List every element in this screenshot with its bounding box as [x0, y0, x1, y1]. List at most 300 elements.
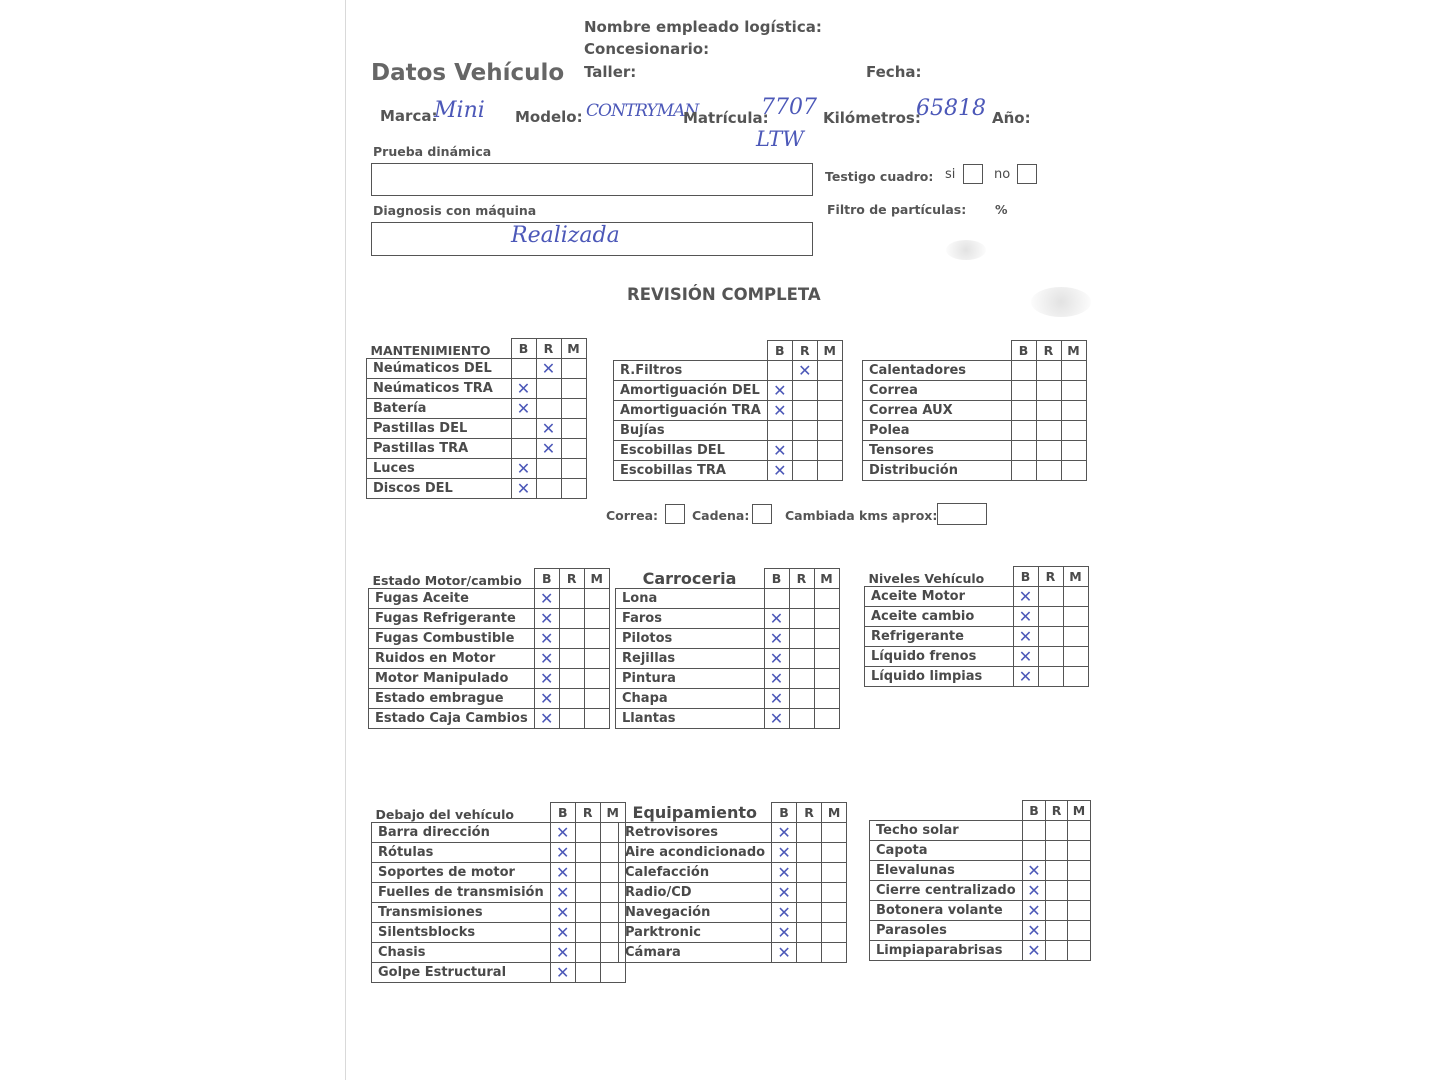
check-cell-m[interactable] [1067, 921, 1090, 941]
handwritten-x-mark: ✕ [556, 823, 570, 842]
handwritten-x-mark: ✕ [777, 843, 791, 862]
table-row [614, 361, 843, 381]
check-cell-b[interactable] [1011, 461, 1036, 481]
check-cell-b[interactable] [534, 649, 559, 669]
table-row [372, 823, 626, 843]
row-label: Navegación [619, 903, 772, 923]
dynamic-test-field[interactable] [371, 163, 813, 196]
handwritten-x-mark: ✕ [777, 923, 791, 942]
check-cell-b[interactable] [1022, 921, 1046, 941]
check-cell-m[interactable] [822, 863, 847, 883]
table-row [369, 589, 610, 609]
table-filtros [613, 340, 843, 481]
check-cell-r[interactable] [1046, 821, 1068, 841]
check-cell-r[interactable] [1046, 841, 1068, 861]
check-cell-b[interactable] [764, 609, 789, 629]
row-label: Barra dirección [372, 823, 551, 843]
correa-checkbox[interactable] [665, 504, 685, 524]
check-cell-r[interactable] [792, 461, 817, 481]
row-label: Chasis [372, 943, 551, 963]
check-cell-m[interactable] [584, 649, 609, 669]
check-cell-m[interactable] [584, 589, 609, 609]
brand-value: Mini [434, 98, 485, 123]
plate-value-2: LTW [756, 127, 804, 151]
check-cell-b[interactable] [1013, 607, 1038, 627]
handwritten-x-mark: ✕ [798, 361, 812, 380]
row-label: Faros [616, 609, 765, 629]
row-label: Neúmaticos TRA [367, 379, 512, 399]
check-cell-m[interactable] [1061, 461, 1086, 481]
check-cell-b[interactable] [1022, 881, 1046, 901]
table-title: Niveles Vehículo [868, 571, 985, 586]
check-cell-m[interactable] [1067, 901, 1090, 921]
handwritten-x-mark: ✕ [1027, 881, 1041, 900]
column-header-r: R [789, 569, 814, 589]
table-row [369, 709, 610, 729]
check-cell-b[interactable] [550, 843, 575, 863]
handwritten-x-mark: ✕ [773, 401, 787, 420]
check-cell-r[interactable] [1038, 627, 1063, 647]
check-cell-r[interactable] [575, 923, 600, 943]
table-title: Estado Motor/cambio [372, 573, 522, 588]
cadena-checkbox[interactable] [752, 504, 772, 524]
check-cell-m[interactable] [814, 669, 839, 689]
row-label: Pilotos [616, 629, 765, 649]
check-cell-r[interactable] [575, 823, 600, 843]
check-cell-m[interactable] [1067, 861, 1090, 881]
handwritten-x-mark: ✕ [773, 441, 787, 460]
table-row [614, 461, 843, 481]
column-header-b: B [767, 341, 792, 361]
check-cell-b[interactable] [772, 863, 797, 883]
check-cell-r[interactable] [536, 439, 561, 459]
handwritten-x-mark: ✕ [777, 823, 791, 842]
check-cell-r[interactable] [575, 903, 600, 923]
check-cell-b[interactable] [511, 459, 536, 479]
check-cell-m[interactable] [1067, 841, 1090, 861]
check-cell-r[interactable] [575, 963, 600, 983]
dealer-label: Concesionario: [584, 40, 710, 58]
check-cell-m[interactable] [817, 441, 842, 461]
check-cell-b[interactable] [1013, 647, 1038, 667]
check-cell-m[interactable] [1063, 627, 1088, 647]
kms-field[interactable] [937, 503, 987, 525]
check-cell-m[interactable] [1061, 401, 1086, 421]
check-cell-b[interactable] [772, 823, 797, 843]
column-header-m: M [822, 803, 847, 823]
handwritten-x-mark: ✕ [556, 923, 570, 942]
row-label: Fugas Aceite [369, 589, 535, 609]
check-cell-r[interactable] [797, 923, 822, 943]
check-cell-r[interactable] [1046, 921, 1068, 941]
check-cell-m[interactable] [1061, 421, 1086, 441]
check-cell-r[interactable] [797, 903, 822, 923]
table-header-row [616, 569, 840, 589]
check-cell-r[interactable] [536, 399, 561, 419]
check-cell-r[interactable] [536, 479, 561, 499]
row-label: Estado Caja Cambios [369, 709, 535, 729]
check-cell-r[interactable] [792, 401, 817, 421]
check-cell-b[interactable] [767, 441, 792, 461]
check-cell-b[interactable] [1011, 421, 1036, 441]
check-cell-r[interactable] [575, 943, 600, 963]
handwritten-x-mark: ✕ [541, 359, 556, 378]
row-label: Limpiaparabrisas [870, 941, 1023, 961]
check-cell-b[interactable] [550, 963, 575, 983]
check-cell-r[interactable] [789, 609, 814, 629]
table-row [870, 821, 1091, 841]
row-label: Tensores [863, 441, 1012, 461]
table-title: Equipamiento [632, 803, 758, 822]
row-label: Amortiguación DEL [614, 381, 768, 401]
check-cell-b[interactable] [772, 843, 797, 863]
check-cell-m[interactable] [561, 459, 586, 479]
check-cell-r[interactable] [1036, 361, 1061, 381]
check-cell-m[interactable] [561, 479, 586, 499]
check-cell-m[interactable] [814, 649, 839, 669]
check-cell-m[interactable] [584, 609, 609, 629]
table-row [614, 421, 843, 441]
check-cell-m[interactable] [584, 629, 609, 649]
check-cell-b[interactable] [1013, 587, 1038, 607]
check-cell-m[interactable] [584, 709, 609, 729]
handwritten-x-mark: ✕ [540, 629, 554, 648]
check-cell-r[interactable] [792, 361, 817, 381]
row-label: Escobillas TRA [614, 461, 768, 481]
check-cell-m[interactable] [822, 943, 847, 963]
check-cell-b[interactable] [772, 903, 797, 923]
check-cell-r[interactable] [559, 609, 584, 629]
table-row [619, 923, 847, 943]
check-cell-b[interactable] [764, 669, 789, 689]
table-row [870, 881, 1091, 901]
check-cell-r[interactable] [559, 709, 584, 729]
check-cell-b[interactable] [550, 943, 575, 963]
check-cell-b[interactable] [764, 689, 789, 709]
table-title: Carroceria [642, 569, 737, 588]
table-confort [869, 800, 1091, 961]
check-cell-r[interactable] [1046, 941, 1068, 961]
check-cell-b[interactable] [534, 629, 559, 649]
check-cell-m[interactable] [1063, 647, 1088, 667]
check-cell-m[interactable] [822, 843, 847, 863]
check-cell-b[interactable] [1022, 841, 1046, 861]
check-cell-r[interactable] [1038, 607, 1063, 627]
check-cell-b[interactable] [550, 823, 575, 843]
check-cell-r[interactable] [789, 669, 814, 689]
check-cell-r[interactable] [1036, 401, 1061, 421]
table-row [369, 609, 610, 629]
check-cell-b[interactable] [534, 609, 559, 629]
table-header-row [369, 569, 610, 589]
check-cell-b[interactable] [1022, 941, 1046, 961]
check-cell-r[interactable] [575, 863, 600, 883]
check-cell-r[interactable] [792, 441, 817, 461]
check-cell-r[interactable] [789, 629, 814, 649]
check-cell-m[interactable] [1063, 607, 1088, 627]
check-cell-r[interactable] [559, 669, 584, 689]
cadena-label: Cadena: [692, 508, 750, 523]
no-checkbox[interactable] [1017, 164, 1037, 184]
check-cell-b[interactable] [1022, 861, 1046, 881]
check-cell-r[interactable] [792, 381, 817, 401]
check-cell-b[interactable] [511, 359, 536, 379]
handwritten-x-mark: ✕ [777, 903, 791, 922]
check-cell-r[interactable] [575, 843, 600, 863]
check-cell-r[interactable] [789, 689, 814, 709]
check-cell-m[interactable] [561, 399, 586, 419]
check-cell-r[interactable] [1038, 647, 1063, 667]
check-cell-b[interactable] [550, 903, 575, 923]
table-row [372, 963, 626, 983]
column-header-m: M [1061, 341, 1086, 361]
diagnosis-label: Diagnosis con máquina [373, 203, 537, 218]
table-title [614, 341, 768, 361]
table-row [619, 903, 847, 923]
check-cell-m[interactable] [814, 629, 839, 649]
check-cell-b[interactable] [534, 669, 559, 689]
check-cell-m[interactable] [584, 669, 609, 689]
check-cell-r[interactable] [792, 421, 817, 441]
check-cell-b[interactable] [550, 923, 575, 943]
check-cell-r[interactable] [536, 459, 561, 479]
table-row [372, 923, 626, 943]
check-cell-b[interactable] [1011, 381, 1036, 401]
handwritten-x-mark: ✕ [556, 903, 570, 922]
check-cell-m[interactable] [1063, 667, 1088, 687]
row-label: Ruidos en Motor [369, 649, 535, 669]
check-cell-r[interactable] [797, 823, 822, 843]
check-cell-r[interactable] [575, 883, 600, 903]
check-cell-b[interactable] [511, 439, 536, 459]
check-cell-r[interactable] [1038, 667, 1063, 687]
check-cell-b[interactable] [511, 379, 536, 399]
check-cell-b[interactable] [1011, 361, 1036, 381]
handwritten-x-mark: ✕ [556, 963, 570, 982]
handwritten-x-mark: ✕ [769, 669, 784, 688]
handwritten-x-mark: ✕ [1027, 921, 1041, 940]
column-header-m: M [600, 803, 625, 823]
check-cell-b[interactable] [511, 479, 536, 499]
check-cell-r[interactable] [1046, 901, 1068, 921]
check-cell-r[interactable] [1046, 861, 1068, 881]
table-row [616, 709, 840, 729]
check-cell-r[interactable] [559, 649, 584, 669]
check-cell-b[interactable] [772, 923, 797, 943]
no-label: no [994, 167, 1011, 182]
check-cell-b[interactable] [772, 943, 797, 963]
check-cell-r[interactable] [1046, 881, 1068, 901]
row-label: Amortiguación TRA [614, 401, 768, 421]
check-cell-b[interactable] [550, 883, 575, 903]
table-header-row [863, 341, 1087, 361]
check-cell-b[interactable] [550, 863, 575, 883]
scan-smudge [946, 240, 986, 260]
handwritten-x-mark: ✕ [1018, 607, 1033, 626]
check-cell-m[interactable] [822, 903, 847, 923]
column-header-m: M [814, 569, 839, 589]
table-title: Debajo del vehículo [375, 807, 515, 822]
km-value: 65818 [916, 96, 986, 121]
handwritten-x-mark: ✕ [1018, 647, 1033, 666]
check-cell-b[interactable] [767, 421, 792, 441]
check-cell-r[interactable] [797, 883, 822, 903]
check-cell-m[interactable] [1067, 941, 1090, 961]
plate-value-1: 7707 [761, 95, 817, 120]
check-cell-m[interactable] [817, 361, 842, 381]
handwritten-x-mark: ✕ [540, 669, 554, 688]
check-cell-b[interactable] [534, 689, 559, 709]
check-cell-b[interactable] [1011, 441, 1036, 461]
check-cell-m[interactable] [822, 883, 847, 903]
check-cell-b[interactable] [767, 461, 792, 481]
check-cell-r[interactable] [1036, 381, 1061, 401]
check-cell-b[interactable] [764, 649, 789, 669]
table-row [372, 863, 626, 883]
check-cell-r[interactable] [536, 419, 561, 439]
handwritten-x-mark: ✕ [541, 419, 556, 438]
check-cell-m[interactable] [814, 709, 839, 729]
table-row [870, 941, 1091, 961]
check-cell-m[interactable] [561, 359, 586, 379]
check-cell-b[interactable] [511, 399, 536, 419]
check-cell-m[interactable] [814, 689, 839, 709]
check-cell-r[interactable] [1038, 587, 1063, 607]
year-label: Año: [992, 109, 1031, 127]
column-header-m: M [561, 339, 586, 359]
table-row [372, 883, 626, 903]
check-cell-m[interactable] [600, 963, 625, 983]
check-cell-r[interactable] [797, 843, 822, 863]
column-header-r: R [1038, 567, 1063, 587]
check-cell-b[interactable] [1011, 401, 1036, 421]
handwritten-x-mark: ✕ [1018, 627, 1033, 646]
table-row [619, 883, 847, 903]
check-cell-r[interactable] [789, 589, 814, 609]
check-cell-b[interactable] [764, 589, 789, 609]
table-row [619, 843, 847, 863]
check-cell-m[interactable] [822, 923, 847, 943]
handwritten-x-mark: ✕ [769, 609, 784, 628]
column-header-m: M [817, 341, 842, 361]
row-label: Cierre centralizado [870, 881, 1023, 901]
table-row [865, 667, 1089, 687]
handwritten-x-mark: ✕ [777, 863, 791, 882]
si-checkbox[interactable] [963, 164, 983, 184]
check-cell-m[interactable] [822, 823, 847, 843]
table-row [369, 649, 610, 669]
check-cell-r[interactable] [536, 379, 561, 399]
check-cell-m[interactable] [814, 609, 839, 629]
check-cell-m[interactable] [817, 381, 842, 401]
column-header-r: R [559, 569, 584, 589]
table-header-row [870, 801, 1091, 821]
check-cell-b[interactable] [767, 361, 792, 381]
check-cell-b[interactable] [1013, 667, 1038, 687]
check-cell-r[interactable] [559, 629, 584, 649]
correa-label: Correa: [606, 508, 659, 523]
check-cell-m[interactable] [584, 689, 609, 709]
handwritten-x-mark: ✕ [556, 943, 570, 962]
check-cell-r[interactable] [797, 943, 822, 963]
check-cell-b[interactable] [1013, 627, 1038, 647]
table-row [619, 863, 847, 883]
check-cell-m[interactable] [1061, 441, 1086, 461]
table-niveles [864, 566, 1089, 687]
handwritten-x-mark: ✕ [773, 381, 787, 400]
check-cell-b[interactable] [764, 629, 789, 649]
check-cell-m[interactable] [817, 461, 842, 481]
check-cell-m[interactable] [814, 589, 839, 609]
check-cell-b[interactable] [767, 381, 792, 401]
check-cell-r[interactable] [1036, 441, 1061, 461]
row-label: Fugas Combustible [369, 629, 535, 649]
workshop-label: Taller: [584, 63, 637, 81]
table-distribucion [862, 340, 1087, 481]
check-cell-m[interactable] [561, 419, 586, 439]
check-cell-b[interactable] [511, 419, 536, 439]
row-label: Escobillas DEL [614, 441, 768, 461]
check-cell-m[interactable] [1067, 881, 1090, 901]
table-row [870, 861, 1091, 881]
check-cell-b[interactable] [534, 589, 559, 609]
row-label: Soportes de motor [372, 863, 551, 883]
table-row [863, 361, 1087, 381]
check-cell-m[interactable] [1067, 821, 1090, 841]
table-row [367, 379, 587, 399]
table-equipamiento [618, 802, 847, 963]
check-cell-m[interactable] [561, 439, 586, 459]
check-cell-r[interactable] [789, 649, 814, 669]
table-debajo [371, 802, 626, 983]
scan-smudge [1031, 287, 1091, 317]
column-header-b: B [772, 803, 797, 823]
row-label: Correa AUX [863, 401, 1012, 421]
check-cell-m[interactable] [1063, 587, 1088, 607]
check-cell-r[interactable] [559, 689, 584, 709]
check-cell-r[interactable] [789, 709, 814, 729]
check-cell-r[interactable] [1036, 461, 1061, 481]
check-cell-r[interactable] [559, 589, 584, 609]
check-cell-m[interactable] [817, 421, 842, 441]
table-row [369, 629, 610, 649]
check-cell-b[interactable] [772, 883, 797, 903]
handwritten-x-mark: ✕ [769, 709, 784, 728]
check-cell-m[interactable] [1061, 381, 1086, 401]
check-cell-b[interactable] [1022, 821, 1046, 841]
check-cell-b[interactable] [764, 709, 789, 729]
check-cell-r[interactable] [536, 359, 561, 379]
table-row [367, 439, 587, 459]
check-cell-b[interactable] [767, 401, 792, 421]
particle-filter-label: Filtro de partículas: [827, 202, 967, 217]
check-cell-m[interactable] [561, 379, 586, 399]
check-cell-m[interactable] [817, 401, 842, 421]
page-title: Datos Vehículo [371, 60, 565, 86]
table-header-row [367, 339, 587, 359]
check-cell-m[interactable] [1061, 361, 1086, 381]
handwritten-x-mark: ✕ [540, 609, 554, 628]
table-row [614, 401, 843, 421]
row-label: Polea [863, 421, 1012, 441]
check-cell-r[interactable] [797, 863, 822, 883]
table-row [616, 629, 840, 649]
table-row [614, 381, 843, 401]
check-cell-b[interactable] [1022, 901, 1046, 921]
check-cell-b[interactable] [534, 709, 559, 729]
table-row [619, 943, 847, 963]
check-cell-r[interactable] [1036, 421, 1061, 441]
